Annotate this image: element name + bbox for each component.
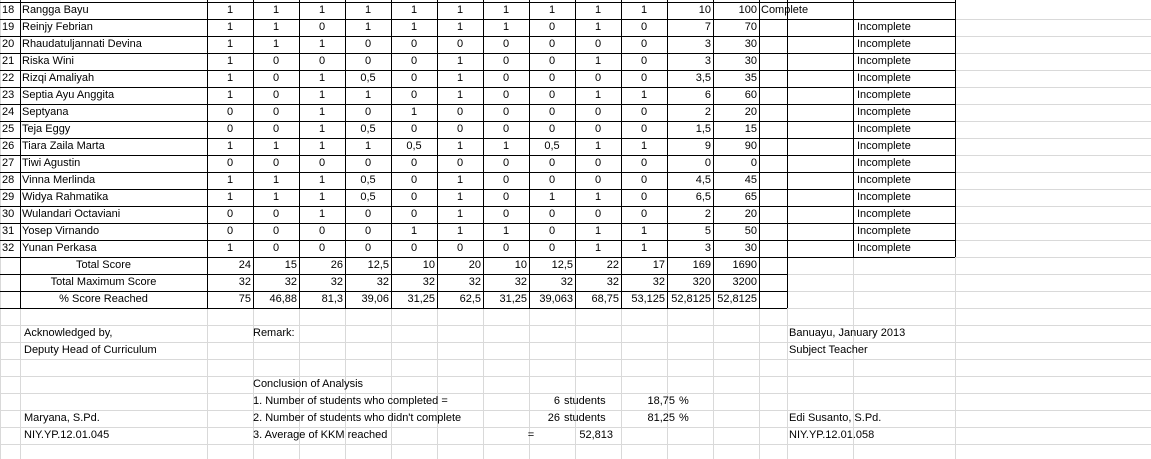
score-cell[interactable]: 0: [318, 242, 326, 254]
student-name-cell[interactable]: Septyana: [22, 106, 69, 118]
completed-unit[interactable]: students: [564, 395, 606, 407]
conclusion-title[interactable]: Conclusion of Analysis: [253, 378, 364, 390]
row-number-cell[interactable]: 32: [2, 242, 15, 254]
score-cell[interactable]: 0: [640, 174, 648, 186]
total-score-cell[interactable]: 3: [704, 242, 711, 254]
student-name-cell[interactable]: Wulandari Octaviani: [22, 208, 121, 220]
score-cell[interactable]: 1: [594, 89, 602, 101]
score-cell[interactable]: 0: [226, 106, 234, 118]
score-cell[interactable]: 0,5: [360, 123, 376, 135]
status-cell[interactable]: Complete: [761, 4, 809, 16]
score-cell[interactable]: 0: [502, 106, 510, 118]
score-cell[interactable]: 0: [640, 38, 648, 50]
score-cell[interactable]: 1: [594, 140, 602, 152]
summary-value-cell[interactable]: 68,75: [591, 293, 619, 305]
score-cell[interactable]: 1: [318, 106, 326, 118]
right-signer-name[interactable]: Edi Susanto, S.Pd.: [789, 412, 882, 424]
status-cell[interactable]: Incomplete: [857, 174, 911, 186]
score-cell[interactable]: 0: [640, 21, 648, 33]
status-cell[interactable]: Incomplete: [857, 55, 911, 67]
score-cell[interactable]: 0,5: [360, 72, 376, 84]
score-cell[interactable]: 1: [364, 89, 372, 101]
score-cell[interactable]: 1: [640, 4, 648, 16]
status-cell[interactable]: Incomplete: [857, 72, 911, 84]
status-cell[interactable]: Incomplete: [857, 208, 911, 220]
row-number-cell[interactable]: 20: [2, 38, 15, 50]
percent-cell[interactable]: 35: [744, 72, 757, 84]
average-kkm-value[interactable]: 52,813: [579, 429, 613, 441]
status-cell[interactable]: Incomplete: [857, 191, 911, 203]
score-cell[interactable]: 1: [226, 38, 234, 50]
score-cell[interactable]: 0: [502, 191, 510, 203]
score-cell[interactable]: 0: [364, 225, 372, 237]
score-cell[interactable]: 0: [594, 106, 602, 118]
score-cell[interactable]: 1: [272, 4, 280, 16]
total-score-cell[interactable]: 9: [704, 140, 711, 152]
score-cell[interactable]: 1: [226, 21, 234, 33]
summary-value-cell[interactable]: 32: [238, 276, 251, 288]
score-cell[interactable]: 0: [548, 174, 556, 186]
summary-value-cell[interactable]: 24: [238, 259, 251, 271]
score-cell[interactable]: 0: [502, 38, 510, 50]
status-cell[interactable]: Incomplete: [857, 38, 911, 50]
summary-value-cell[interactable]: 53,125: [631, 293, 665, 305]
total-score-cell[interactable]: 6: [704, 89, 711, 101]
score-cell[interactable]: 0: [456, 242, 464, 254]
row-number-cell[interactable]: 28: [2, 174, 15, 186]
percent-cell[interactable]: 65: [744, 191, 757, 203]
score-cell[interactable]: 0: [226, 123, 234, 135]
score-cell[interactable]: 0: [640, 106, 648, 118]
percent-cell[interactable]: 15: [744, 123, 757, 135]
summary-value-cell[interactable]: 10: [514, 259, 527, 271]
conclusion-line-3[interactable]: 3. Average of KKM reached: [253, 429, 388, 441]
percent-cell[interactable]: 20: [744, 106, 757, 118]
summary-value-cell[interactable]: 32: [468, 276, 481, 288]
summary-value-cell[interactable]: 320: [692, 276, 711, 288]
score-cell[interactable]: 1: [456, 174, 464, 186]
score-cell[interactable]: 1: [456, 140, 464, 152]
student-name-cell[interactable]: Rangga Bayu: [22, 4, 89, 16]
summary-value-cell[interactable]: 26: [330, 259, 343, 271]
score-cell[interactable]: 1: [318, 72, 326, 84]
score-cell[interactable]: 1: [594, 4, 602, 16]
summary-value-cell[interactable]: 22: [606, 259, 619, 271]
score-cell[interactable]: 0: [318, 157, 326, 169]
percent-cell[interactable]: 30: [744, 38, 757, 50]
total-score-cell[interactable]: 3: [704, 38, 711, 50]
score-cell[interactable]: 1: [640, 225, 648, 237]
summary-value-cell[interactable]: 10: [422, 259, 435, 271]
score-cell[interactable]: 0,5: [360, 191, 376, 203]
score-cell[interactable]: 0: [548, 123, 556, 135]
row-number-cell[interactable]: 30: [2, 208, 15, 220]
student-name-cell[interactable]: Reinjy Febrian: [22, 21, 93, 33]
score-cell[interactable]: 0: [594, 174, 602, 186]
summary-value-cell[interactable]: 52,8125: [717, 293, 757, 305]
status-cell[interactable]: Incomplete: [857, 123, 911, 135]
student-name-cell[interactable]: Rizqi Amaliyah: [22, 72, 95, 84]
score-cell[interactable]: 1: [502, 4, 510, 16]
score-cell[interactable]: 0: [272, 208, 280, 220]
score-cell[interactable]: 0: [548, 242, 556, 254]
score-cell[interactable]: 0: [502, 55, 510, 67]
percent-cell[interactable]: 90: [744, 140, 757, 152]
score-cell[interactable]: 0: [410, 242, 418, 254]
score-cell[interactable]: 0: [502, 242, 510, 254]
summary-value-cell[interactable]: 62,5: [459, 293, 481, 305]
score-cell[interactable]: 0: [226, 225, 234, 237]
summary-value-cell[interactable]: 46,88: [269, 293, 297, 305]
summary-value-cell[interactable]: 32: [560, 276, 573, 288]
score-cell[interactable]: 0: [272, 89, 280, 101]
right-signer-id[interactable]: NIY.YP.12.01.058: [789, 429, 875, 441]
place-date-text[interactable]: Banuayu, January 2013: [789, 327, 906, 339]
score-cell[interactable]: 0: [594, 72, 602, 84]
score-cell[interactable]: 0: [410, 38, 418, 50]
percent-cell[interactable]: 30: [744, 242, 757, 254]
score-cell[interactable]: 1: [502, 225, 510, 237]
summary-value-cell[interactable]: 32: [330, 276, 343, 288]
score-cell[interactable]: 0: [364, 157, 372, 169]
summary-value-cell[interactable]: 32: [606, 276, 619, 288]
score-cell[interactable]: 0: [640, 123, 648, 135]
score-cell[interactable]: 0: [594, 157, 602, 169]
completed-percent-sign[interactable]: %: [679, 395, 689, 407]
score-cell[interactable]: 0: [548, 106, 556, 118]
deputy-head-text[interactable]: Deputy Head of Curriculum: [24, 344, 157, 356]
score-cell[interactable]: 1: [272, 38, 280, 50]
summary-value-cell[interactable]: 32: [376, 276, 389, 288]
score-cell[interactable]: 1: [410, 225, 418, 237]
score-cell[interactable]: 1: [226, 174, 234, 186]
score-cell[interactable]: 1: [594, 21, 602, 33]
score-cell[interactable]: 0: [410, 208, 418, 220]
incomplete-unit[interactable]: students: [564, 412, 606, 424]
row-number-cell[interactable]: 23: [2, 89, 15, 101]
score-cell[interactable]: 1: [594, 225, 602, 237]
score-cell[interactable]: 0: [548, 89, 556, 101]
completed-count[interactable]: 6: [553, 395, 560, 407]
summary-value-cell[interactable]: 3200: [732, 276, 757, 288]
score-cell[interactable]: 1: [226, 191, 234, 203]
conclusion-line-2[interactable]: 2. Number of students who didn't complete: [253, 412, 462, 424]
total-score-cell[interactable]: 7: [704, 21, 711, 33]
score-cell[interactable]: 1: [318, 174, 326, 186]
score-cell[interactable]: 0: [548, 38, 556, 50]
status-cell[interactable]: Incomplete: [857, 225, 911, 237]
score-cell[interactable]: 0,5: [360, 174, 376, 186]
score-cell[interactable]: 0: [502, 157, 510, 169]
summary-value-cell[interactable]: 1690: [732, 259, 757, 271]
percent-cell[interactable]: 70: [744, 21, 757, 33]
score-cell[interactable]: 1: [272, 21, 280, 33]
score-cell[interactable]: 0: [272, 123, 280, 135]
score-cell[interactable]: 1: [456, 89, 464, 101]
score-cell[interactable]: 0: [502, 72, 510, 84]
score-cell[interactable]: 0: [318, 55, 326, 67]
incomplete-percent[interactable]: 81,25: [647, 412, 675, 424]
score-cell[interactable]: 1: [318, 191, 326, 203]
score-cell[interactable]: 0: [502, 89, 510, 101]
score-cell[interactable]: 1: [502, 140, 510, 152]
score-cell[interactable]: 0,5: [406, 140, 422, 152]
total-score-cell[interactable]: 10: [698, 4, 711, 16]
score-cell[interactable]: 0: [364, 38, 372, 50]
score-cell[interactable]: 0: [272, 72, 280, 84]
row-number-cell[interactable]: 22: [2, 72, 15, 84]
total-score-cell[interactable]: 2: [704, 106, 711, 118]
percent-cell[interactable]: 60: [744, 89, 757, 101]
score-cell[interactable]: 0: [226, 208, 234, 220]
score-cell[interactable]: 0: [502, 208, 510, 220]
row-number-cell[interactable]: 25: [2, 123, 15, 135]
score-cell[interactable]: 0: [548, 72, 556, 84]
score-cell[interactable]: 1: [594, 55, 602, 67]
score-cell[interactable]: 0: [226, 157, 234, 169]
row-number-cell[interactable]: 24: [2, 106, 15, 118]
score-cell[interactable]: 1: [640, 89, 648, 101]
status-cell[interactable]: Incomplete: [857, 21, 911, 33]
summary-value-cell[interactable]: 81,3: [321, 293, 343, 305]
summary-label-cell[interactable]: Total Maximum Score: [50, 276, 157, 288]
score-cell[interactable]: 1: [226, 140, 234, 152]
score-cell[interactable]: 0: [640, 208, 648, 220]
row-number-cell[interactable]: 26: [2, 140, 15, 152]
summary-label-cell[interactable]: % Score Reached: [59, 293, 148, 305]
score-cell[interactable]: 0: [502, 174, 510, 186]
percent-cell[interactable]: 100: [738, 4, 757, 16]
score-cell[interactable]: 0: [272, 106, 280, 118]
summary-value-cell[interactable]: 75: [238, 293, 251, 305]
score-cell[interactable]: 1: [502, 21, 510, 33]
row-number-cell[interactable]: 19: [2, 21, 15, 33]
summary-value-cell[interactable]: 31,25: [499, 293, 527, 305]
summary-value-cell[interactable]: 169: [692, 259, 711, 271]
summary-value-cell[interactable]: 39,063: [539, 293, 573, 305]
score-cell[interactable]: 0: [410, 55, 418, 67]
total-score-cell[interactable]: 6,5: [695, 191, 711, 203]
score-cell[interactable]: 1: [640, 140, 648, 152]
total-score-cell[interactable]: 1,5: [695, 123, 711, 135]
score-cell[interactable]: 1: [226, 72, 234, 84]
score-cell[interactable]: 1: [456, 72, 464, 84]
score-cell[interactable]: 0: [272, 242, 280, 254]
score-cell[interactable]: 1: [272, 174, 280, 186]
score-cell[interactable]: 0: [364, 106, 372, 118]
student-name-cell[interactable]: Teja Eggy: [22, 123, 71, 135]
score-cell[interactable]: 1: [318, 208, 326, 220]
remark-label[interactable]: Remark:: [253, 327, 295, 339]
score-cell[interactable]: 1: [548, 191, 556, 203]
summary-value-cell[interactable]: 32: [514, 276, 527, 288]
incomplete-percent-sign[interactable]: %: [679, 412, 689, 424]
score-cell[interactable]: 0: [594, 38, 602, 50]
score-cell[interactable]: 1: [364, 21, 372, 33]
score-cell[interactable]: 0: [456, 123, 464, 135]
score-cell[interactable]: 0: [364, 55, 372, 67]
score-cell[interactable]: 0: [456, 38, 464, 50]
score-cell[interactable]: 0: [410, 174, 418, 186]
row-number-cell[interactable]: 31: [2, 225, 15, 237]
score-cell[interactable]: 0: [548, 225, 556, 237]
acknowledged-by-text[interactable]: Acknowledged by,: [24, 327, 113, 339]
conclusion-line-1[interactable]: 1. Number of students who completed =: [253, 395, 448, 407]
total-score-cell[interactable]: 5: [704, 225, 711, 237]
summary-value-cell[interactable]: 32: [652, 276, 665, 288]
row-number-cell[interactable]: 18: [2, 4, 15, 16]
score-cell[interactable]: 0: [364, 242, 372, 254]
score-cell[interactable]: 0: [318, 21, 326, 33]
summary-label-cell[interactable]: Total Score: [75, 259, 132, 271]
completed-percent[interactable]: 18,75: [647, 395, 675, 407]
score-cell[interactable]: 1: [456, 4, 464, 16]
status-cell[interactable]: Incomplete: [857, 242, 911, 254]
score-cell[interactable]: 0: [410, 72, 418, 84]
student-name-cell[interactable]: Vinna Merlinda: [22, 174, 96, 186]
summary-value-cell[interactable]: 12,5: [367, 259, 389, 271]
score-cell[interactable]: 0: [502, 123, 510, 135]
score-cell[interactable]: 1: [456, 225, 464, 237]
score-cell[interactable]: 1: [410, 21, 418, 33]
score-cell[interactable]: 1: [594, 242, 602, 254]
score-cell[interactable]: 1: [318, 123, 326, 135]
score-cell[interactable]: 0: [456, 157, 464, 169]
score-cell[interactable]: 1: [640, 242, 648, 254]
summary-value-cell[interactable]: 32: [422, 276, 435, 288]
student-name-cell[interactable]: Septia Ayu Anggita: [22, 89, 115, 101]
score-cell[interactable]: 0: [640, 191, 648, 203]
incomplete-count[interactable]: 26: [547, 412, 560, 424]
summary-value-cell[interactable]: 52,8125: [671, 293, 711, 305]
score-cell[interactable]: 1: [226, 4, 234, 16]
student-name-cell[interactable]: Tiwi Agustin: [22, 157, 81, 169]
score-cell[interactable]: 0: [548, 21, 556, 33]
total-score-cell[interactable]: 3: [704, 55, 711, 67]
summary-value-cell[interactable]: 15: [284, 259, 297, 271]
student-name-cell[interactable]: Widya Rahmatika: [22, 191, 109, 203]
score-cell[interactable]: 1: [272, 140, 280, 152]
score-cell[interactable]: 1: [456, 191, 464, 203]
score-cell[interactable]: 1: [226, 89, 234, 101]
score-cell[interactable]: 1: [364, 140, 372, 152]
score-cell[interactable]: 0: [548, 208, 556, 220]
score-cell[interactable]: 1: [456, 21, 464, 33]
score-cell[interactable]: 0: [640, 157, 648, 169]
score-cell[interactable]: 0: [410, 191, 418, 203]
average-equals-sign[interactable]: =: [527, 429, 535, 441]
status-cell[interactable]: Incomplete: [857, 140, 911, 152]
summary-value-cell[interactable]: 20: [468, 259, 481, 271]
row-number-cell[interactable]: 29: [2, 191, 15, 203]
score-cell[interactable]: 1: [364, 4, 372, 16]
score-cell[interactable]: 1: [410, 106, 418, 118]
score-cell[interactable]: 0: [410, 157, 418, 169]
score-cell[interactable]: 0: [548, 55, 556, 67]
score-cell[interactable]: 0: [410, 123, 418, 135]
student-name-cell[interactable]: Yunan Perkasa: [22, 242, 97, 254]
summary-value-cell[interactable]: 17: [652, 259, 665, 271]
summary-value-cell[interactable]: 12,5: [551, 259, 573, 271]
percent-cell[interactable]: 45: [744, 174, 757, 186]
score-cell[interactable]: 0: [272, 157, 280, 169]
score-cell[interactable]: 0: [272, 225, 280, 237]
score-cell[interactable]: 1: [548, 4, 556, 16]
score-cell[interactable]: 1: [318, 4, 326, 16]
left-signer-id[interactable]: NIY.YP.12.01.045: [24, 429, 110, 441]
score-cell[interactable]: 1: [594, 191, 602, 203]
status-cell[interactable]: Incomplete: [857, 89, 911, 101]
score-cell[interactable]: 0: [272, 55, 280, 67]
subject-teacher-text[interactable]: Subject Teacher: [789, 344, 868, 356]
summary-value-cell[interactable]: 31,25: [407, 293, 435, 305]
percent-cell[interactable]: 20: [744, 208, 757, 220]
row-number-cell[interactable]: 27: [2, 157, 15, 169]
row-number-cell[interactable]: 21: [2, 55, 15, 67]
score-cell[interactable]: 0: [364, 208, 372, 220]
total-score-cell[interactable]: 2: [704, 208, 711, 220]
student-name-cell[interactable]: Yosep Virnando: [22, 225, 100, 237]
summary-value-cell[interactable]: 39,06: [361, 293, 389, 305]
score-cell[interactable]: 1: [410, 4, 418, 16]
score-cell[interactable]: 0: [594, 208, 602, 220]
score-cell[interactable]: 0,5: [544, 140, 560, 152]
score-cell[interactable]: 0: [318, 225, 326, 237]
status-cell[interactable]: Incomplete: [857, 157, 911, 169]
student-name-cell[interactable]: Tiara Zaila Marta: [22, 140, 105, 152]
status-cell[interactable]: Incomplete: [857, 106, 911, 118]
score-cell[interactable]: 0: [456, 106, 464, 118]
score-cell[interactable]: 0: [640, 72, 648, 84]
percent-cell[interactable]: 50: [744, 225, 757, 237]
score-cell[interactable]: 1: [226, 242, 234, 254]
percent-cell[interactable]: 0: [750, 157, 757, 169]
score-cell[interactable]: 0: [594, 123, 602, 135]
total-score-cell[interactable]: 3,5: [695, 72, 711, 84]
score-cell[interactable]: 1: [272, 191, 280, 203]
student-name-cell[interactable]: Riska Wini: [22, 55, 74, 67]
summary-value-cell[interactable]: 32: [284, 276, 297, 288]
left-signer-name[interactable]: Maryana, S.Pd.: [24, 412, 100, 424]
score-cell[interactable]: 1: [318, 38, 326, 50]
score-cell[interactable]: 1: [318, 89, 326, 101]
score-cell[interactable]: 0: [548, 157, 556, 169]
score-cell[interactable]: 1: [456, 208, 464, 220]
score-cell[interactable]: 1: [318, 140, 326, 152]
total-score-cell[interactable]: 4,5: [695, 174, 711, 186]
percent-cell[interactable]: 30: [744, 55, 757, 67]
score-cell[interactable]: 0: [410, 89, 418, 101]
student-name-cell[interactable]: Rhaudatuljannati Devina: [22, 38, 142, 50]
score-cell[interactable]: 0: [640, 55, 648, 67]
score-cell[interactable]: 1: [226, 55, 234, 67]
score-cell[interactable]: 1: [456, 55, 464, 67]
total-score-cell[interactable]: 0: [704, 157, 711, 169]
